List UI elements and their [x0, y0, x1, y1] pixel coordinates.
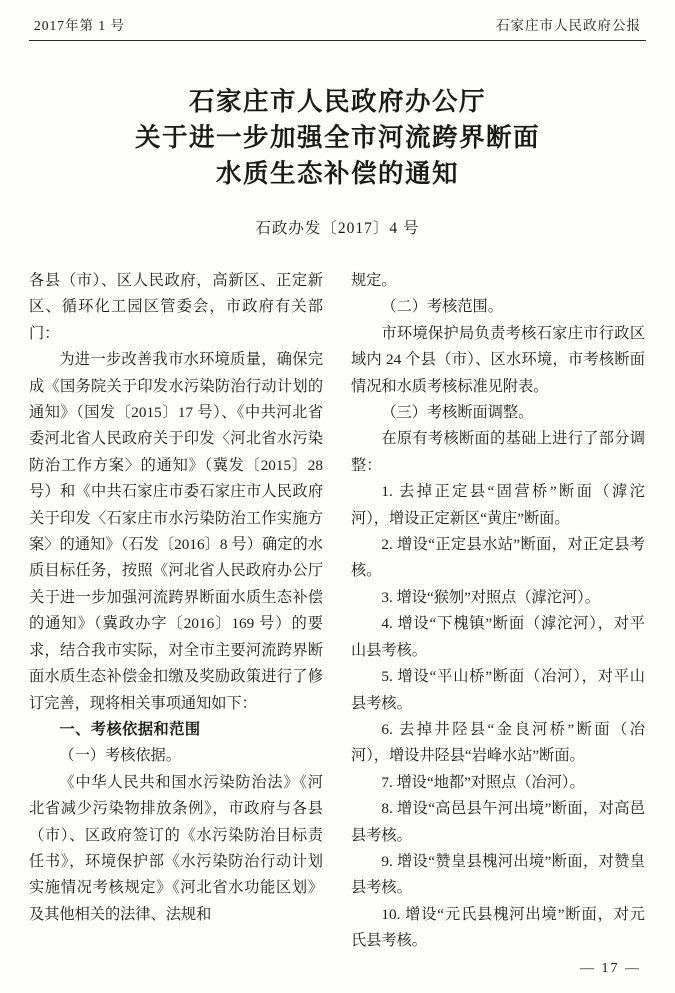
list-item-7: 7. 增设“地都”对照点（冶河）。	[381, 773, 585, 791]
paragraph-preamble: 为进一步改善我市水环境质量，确保完成《国务院关于印发水污染防治行动计划的通知》（国发〔2015〕17 号）、《中共河北省委河北省人民政府关于印发〈河北省水污染防治工作方案〉的通知》（冀发〔2015〕28 号）和《中共石家庄市委石家庄市人民政府关于印发〈石家庄市水污染防治工作实施方案〉的通知》（石发〔2016〕8 号）确定的水质目标任务，按照《河北省人民政府办公厅关于进一步加强河流跨界断面水质生态补偿的通知》（冀政办字〔2016〕169 号）的要求，结合我市实际，对全市主要河流跨界断面水质生态补偿金扣缴及奖励政策进行了修订完善，现将相关事项通知如下：	[29, 351, 323, 712]
header-divider	[29, 40, 646, 41]
list-item-3: 3. 增设“猴刎”对照点（滹沱河）。	[381, 588, 600, 606]
list-item-6: 6. 去掉井陉县“金良河桥”断面（冶河），增设井陉县“岩峰水站”断面。	[351, 720, 645, 765]
paragraph-addressee: 各县（市）、区人民政府，高新区、正定新区、循环化工园区管委会，市政府有关部门：	[29, 272, 323, 342]
list-item-4: 4. 增设“下槐镇”断面（滹沱河），对平山县考核。	[351, 615, 645, 659]
running-header	[30, 14, 645, 42]
paragraph-assessment-scope: 市环境保护局负责考核石家庄市行政区域内 24 个县（市）、区水环境，市考核断面情况和水质考核标准见附表。	[351, 324, 645, 395]
title-line-1: 石家庄市人民政府办公厅	[188, 87, 486, 116]
heading-subsection-one-2: （二）考核范围。	[381, 298, 503, 316]
list-item-9: 9. 增设“赞皇县槐河出境”断面，对赞皇县考核。	[351, 852, 645, 897]
list-item-2: 2. 增设“正定县水站”断面，对正定县考核。	[351, 536, 645, 580]
paragraph-continued-regulations: 规定。	[351, 272, 397, 289]
document-title-block	[40, 84, 635, 238]
header-gazette-title: 石家庄市人民政府公报	[496, 18, 641, 33]
right-column	[351, 268, 645, 948]
list-item-8: 8. 增设“高邑县午河出境”断面，对高邑县考核。	[351, 800, 645, 844]
paragraph-assessment-basis: 《中华人民共和国水污染防治法》《河北省减少污染物排放条例》，市政府与各县（市）、区政府签订的《水污染防治目标责任书》，环境保护部《水污染防治行动计划实施情况考核规定》《河北省水功能区划》及其他相关的法律、法规和	[29, 773, 323, 923]
left-column	[29, 268, 323, 948]
heading-section-one: 一、考核依据和范围	[59, 720, 201, 738]
paragraph-adjustment-intro: 在原有考核断面的基础上进行了部分调整：	[351, 430, 645, 474]
heading-subsection-one-1: （一）考核依据。	[59, 747, 181, 765]
list-item-1: 1. 去掉正定县“固营桥”断面（滹沱河），增设正定新区“黄庄”断面。	[351, 483, 645, 527]
header-issue-label: 2017年第 1 号	[34, 18, 125, 33]
body-columns	[29, 268, 646, 948]
heading-subsection-one-3: （三）考核断面调整。	[381, 404, 534, 422]
page-number: — 17 —	[580, 961, 641, 976]
title-line-2: 关于进一步加强全市河流跨界断面	[134, 123, 540, 152]
document-number: 石政办发〔2017〕4 号	[255, 220, 420, 237]
title-line-3: 水质生态补偿的通知	[215, 159, 459, 188]
list-item-10: 10. 增设“元氏县槐河出境”断面，对元氏县考核。	[351, 905, 645, 950]
list-item-5: 5. 增设“平山桥”断面（冶河），对平山县考核。	[351, 668, 645, 712]
